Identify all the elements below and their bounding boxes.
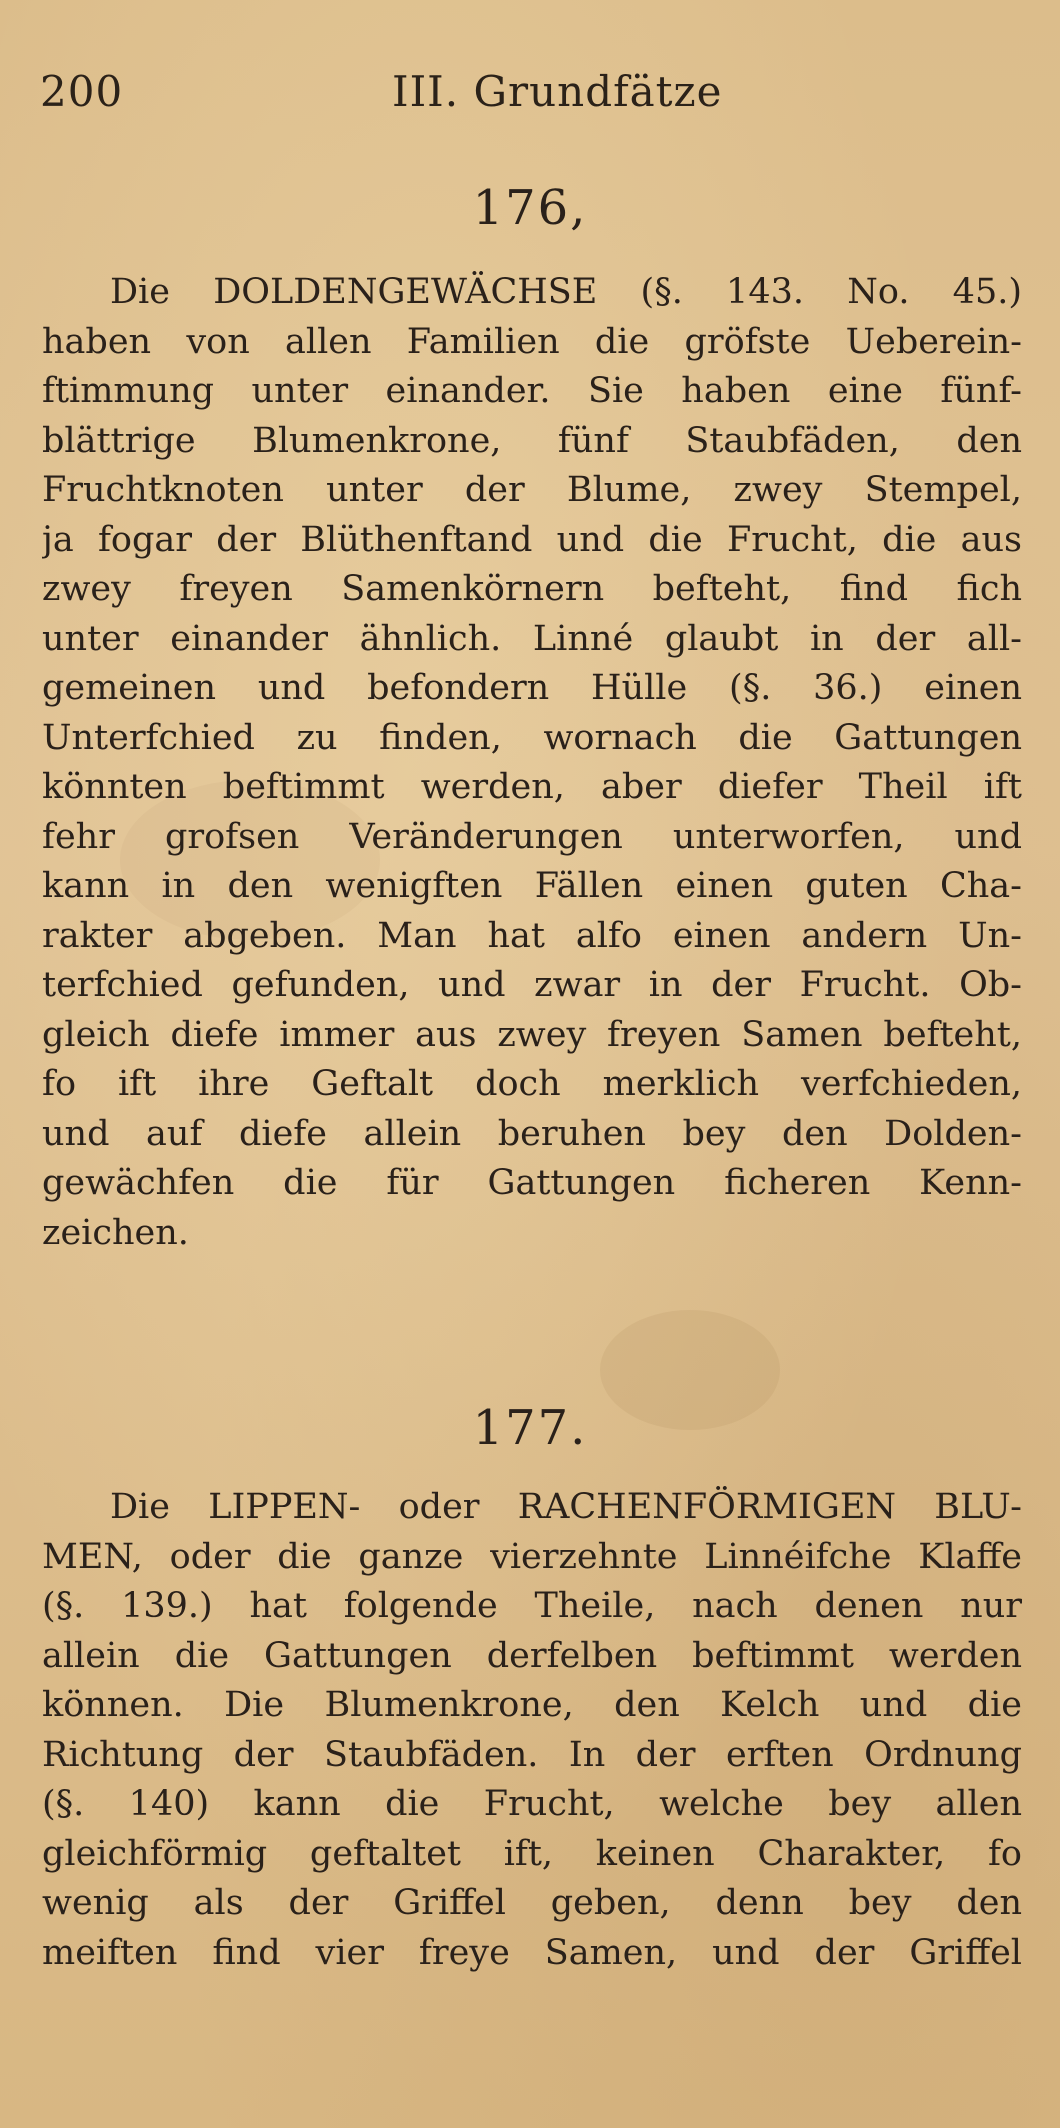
- text-line: gleichförmig geftaltet ift, keinen Charakter, fo: [42, 1833, 1022, 1874]
- paragraph-177: [42, 1483, 1022, 1978]
- text-line: und auf diefe allein beruhen bey den Dolden-: [42, 1113, 1022, 1154]
- text-line: MEN, oder die ganze vierzehnte Linnéifche Klaffe: [42, 1536, 1022, 1577]
- running-head: III. Grundfätze: [392, 67, 723, 116]
- text-line: fo ift ihre Geftalt doch merklich verfchieden,: [42, 1064, 1022, 1104]
- text-line: können. Die Blumenkrone, den Kelch und die: [42, 1685, 1022, 1725]
- text-line: Richtung der Staubfäden. In der erften Ordnung: [42, 1734, 1022, 1775]
- text-line: (§. 140) kann die Frucht, welche bey allen: [42, 1784, 1022, 1824]
- text-line: zwey freyen Samenkörnern befteht, find fich: [42, 569, 1022, 609]
- text-line: gewächfen die für Gattungen ficheren Kenn-: [42, 1163, 1022, 1203]
- section-number: 177.: [472, 1400, 588, 1456]
- text-line: ftimmung unter einander. Sie haben eine fünf-: [42, 371, 1022, 411]
- text-line: allein die Gattungen derfelben beftimmt werden: [42, 1635, 1022, 1676]
- text-line: ja fogar der Blüthenftand und die Frucht, die aus: [42, 519, 1022, 560]
- text-line: Fruchtknoten unter der Blume, zwey Stempel,: [42, 470, 1022, 510]
- text-line: rakter abgeben. Man hat alfo einen andern Un-: [42, 915, 1022, 956]
- text-line: (§. 139.) hat folgende Theile, nach denen nur: [42, 1586, 1022, 1626]
- page-header: [40, 62, 1020, 122]
- text-line: meiften find vier freye Samen, und der Griffel: [42, 1932, 1022, 1973]
- text-line: Die LIPPEN- oder RACHENFÖRMIGEN BLU-: [110, 1487, 1022, 1527]
- text-line: fehr grofsen Veränderungen unterworfen, und: [42, 816, 1022, 857]
- text-line: Die DOLDENGEWÄCHSE (§. 143. No. 45.): [110, 272, 1022, 312]
- text-line: terfchied gefunden, und zwar in der Frucht. Ob-: [42, 965, 1022, 1005]
- text-line: Unterfchied zu finden, wornach die Gattungen: [42, 717, 1022, 758]
- text-line: unter einander ähnlich. Linné glaubt in der all-: [42, 618, 1022, 659]
- page-number: 200: [40, 67, 124, 116]
- text-line: gleich diefe immer aus zwey freyen Samen befteht,: [42, 1014, 1022, 1055]
- paragraph-176: [42, 268, 1022, 1258]
- text-line: könnten beftimmt werden, aber diefer Theil ift: [42, 767, 1022, 807]
- text-line: zeichen.: [42, 1212, 189, 1253]
- section-number: 176,: [472, 180, 588, 236]
- text-line: wenig als der Griffel geben, denn bey den: [42, 1883, 1022, 1923]
- text-line: haben von allen Familien die gröfste Ueberein-: [42, 321, 1022, 362]
- text-line: kann in den wenigften Fällen einen guten Cha-: [42, 866, 1022, 906]
- text-line: blättrige Blumenkrone, fünf Staubfäden, den: [42, 420, 1022, 461]
- text-line: gemeinen und befondern Hülle (§. 36.) einen: [42, 668, 1022, 708]
